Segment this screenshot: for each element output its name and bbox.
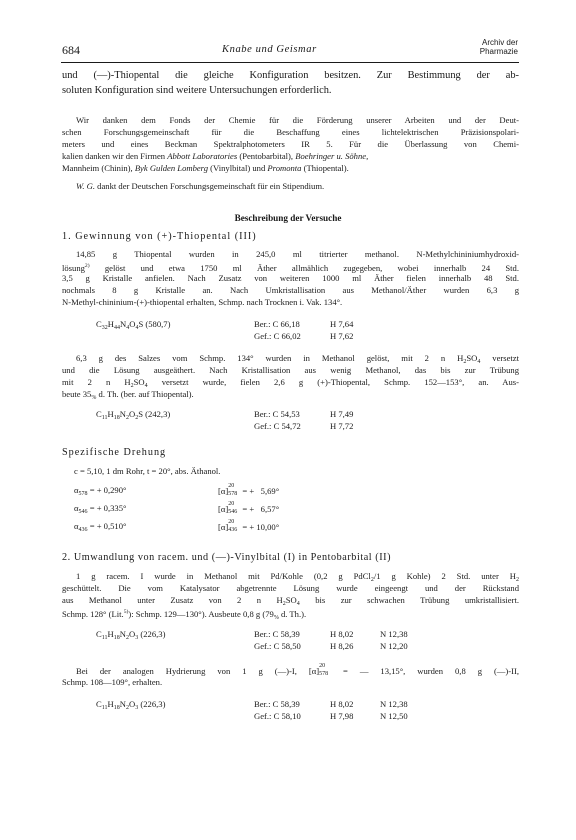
ack-line-3: meters und eines Beckman Spektralphotometers IR 5. Für die Überlassung von Chemi- [62,139,519,149]
rotation-heading: Spezifische Drehung [62,447,167,458]
atom-count: 2 [125,415,129,421]
header-rule [61,62,519,63]
atom-count: 18 [113,415,120,421]
sup-sub-stack [319,663,331,677]
alpha-symbol: [α] [218,486,229,496]
s1-line-4: nochmals 8 g Kristalle an. Nach Umkristallisation aus Methanol/Äther wurden 6,3 g [62,285,519,295]
wavelength: 546 [78,509,88,515]
s1-text: versetzt [480,353,520,363]
running-title: Knabe und Geismar [222,44,317,55]
rotation-row-436 [74,520,126,536]
element-symbol: O [129,699,136,709]
ack-line-5 [62,162,349,174]
element-symbol: H [107,629,114,639]
atom-count: 2 [125,705,129,711]
s2-gef-n: N 12,20 [380,641,408,651]
observed-rotation: = + 0,510° [87,521,127,531]
s1-ber-2-h: H 7,49 [330,409,354,419]
element-symbol: C [96,699,102,709]
rotation-row-578 [74,484,126,500]
element-symbol: O [129,409,136,419]
ack-stipend [76,180,324,192]
atom-count: 4 [477,359,481,365]
s1-gef-h: H 7,62 [330,331,354,341]
ack-firm-boehringer: Boehringer u. Söhne, [295,151,369,161]
alpha-symbol: α [74,521,79,531]
s2-text: /1 g Kohle) 2 Std. unter H [373,571,516,581]
s1-gef-2: Gef.: C 54,72 [254,421,301,431]
rotation-conditions: c = 5,10, 1 dm Rohr, t = 20°, abs. Äthanol. [74,466,221,476]
s2-gef: Gef.: C 58,50 [254,641,301,651]
s1-text: beute 35 [62,389,92,399]
s1-ber-h: H 7,64 [330,319,354,329]
element-symbol: N [119,699,126,709]
s2-ber-2-n: N 12,38 [380,699,408,709]
rotation-row-546 [74,502,126,518]
ack-firm-promonta: Promonta [267,163,302,173]
atom-count: 3 [135,635,139,641]
s1-text: 6,3 g des Salzes vom Schmp. 134° wurden in Methanol gelöst, mit 2 n H [76,353,464,363]
atom-count: 4 [296,601,300,607]
s2-text: d. Th.). [278,609,307,619]
s1-line-1: 14,85 g Thiopental wurden in 245,0 ml titrierter methanol. N-Methylchininiumhydroxid- [76,249,519,259]
s1-text: versetzt wurde, fielen 2,6 g (+)-Thiopental, Schmp. 152—153°, an. Aus- [147,377,519,387]
s1-q-line-4 [62,388,194,404]
s1-text: SO [466,353,478,363]
specific-rotation-578 [218,484,279,497]
intro-line-2: soluten Konfiguration sind weitere Untersuchungen erforderlich. [62,85,332,96]
ack-line-1: Wir danken dem Fonds der Chemie für die Förderung unserer Arbeiten und der Deut- [76,115,519,125]
atom-count: 11 [101,635,108,641]
molecular-weight: (226,3) [138,629,166,639]
s2-text: bis zur schwachen Trübung umkristallisiert. [299,595,520,605]
journal-name-line1: Archiv der [481,38,518,47]
specific-rotation-436 [218,520,279,533]
atom-count: 4 [126,325,130,331]
specific-rotation-546 [218,502,279,515]
s2-gef-2-n: N 12,50 [380,711,408,721]
ack-text: dankt der Deutschen Forschungsgemeinschaft für ein Stipendium. [95,181,325,191]
s2-formula [96,628,165,644]
atom-count: 32 [101,325,108,331]
atom-count: 4 [144,383,148,389]
element-symbol: O [129,319,136,329]
s2-text: Schmp. 128° (Lit. [62,609,124,619]
s2-line-4 [62,606,306,624]
element-symbol: O [129,629,136,639]
s1-q-line-2: und die Lösung ausgeäthert. Nach Kristallisation aus wenig Methanol, das bis zur Trübung [62,365,519,375]
atom-count: 11 [101,415,108,421]
s2-text: ): Schmp. 129—130°). Ausbeute 0,8 g (79 [128,609,274,619]
s2-text: SO [285,595,297,605]
s1-ber: Ber.: C 66,18 [254,319,300,329]
molecular-weight: (226,3) [138,699,166,709]
atom-count: 11 [101,705,108,711]
alpha-symbol: [α] [218,504,229,514]
journal-name-line2: Pharmazie [479,47,518,56]
s1-text: SO [133,377,145,387]
observed-rotation: = + 0,290° [87,485,127,495]
element-symbol: H [107,409,114,419]
s2-q-line-2: Schmp. 108—109°, erhalten. [62,677,163,687]
atom-count: 2 [130,383,134,389]
atom-count: 4 [135,325,139,331]
wavelength: 578 [319,671,329,677]
element-symbol: S [138,409,144,419]
s2-text: Bei der analogen Hydrierung von 1 g (—)-I, [α] [76,666,320,676]
temperature: 20 [228,501,235,507]
alpha-symbol: α [74,485,79,495]
sup-sub-stack [228,519,240,533]
atom-count: 2 [125,635,129,641]
ack-firm-abbott: Abbott Laboratories [167,151,238,161]
s2-ber: Ber.: C 58,39 [254,629,300,639]
ack-text: (Pentobarbital), [237,151,296,161]
atom-count: 3 [135,705,139,711]
s2-text: = — 13,15°, wurden 0,8 g (—)-II, [331,666,520,676]
s1-text: gelöst und etwa 1750 ml Äther allmählich zugegeben, wobei innerhalb 24 Std. [89,263,519,273]
atom-count: 2 [370,577,374,583]
intro-line-1: und (—)-Thiopental die gleiche Konfiguration besitzen. Zur Bestimmung der ab- [62,70,519,81]
element-symbol: S [138,319,144,329]
wavelength: 546 [228,509,238,515]
atom-count: 44 [113,325,120,331]
ack-text: (Thiopental). [301,163,349,173]
temperature: 20 [228,519,235,525]
alpha-symbol: [α] [218,522,229,532]
molecular-weight: (242,3) [143,409,171,419]
s1-line-5: N-Methyl-chininium-(+)-thiopental erhalten, Schmp. nach Trocknen i. Vak. 134°. [62,297,343,307]
element-symbol: N [119,629,126,639]
s2-ber-2-h: H 8,02 [330,699,354,709]
s1-formula [96,318,170,334]
s2-formula-2 [96,698,165,714]
wavelength: 436 [228,527,238,533]
atom-count: 2 [135,415,139,421]
element-symbol: N [119,319,127,329]
atom-count: 18 [113,635,120,641]
ack-text: (Vinylbital) und [208,163,268,173]
alpha-symbol: α [74,503,79,513]
temperature: 20 [228,483,235,489]
s2-ber-h: H 8,02 [330,629,354,639]
molecular-weight: (580,7) [143,319,171,329]
ack-line-2: schen Forschungsgemeinschaft für die Beschaffung eines lichtelektrischen Präzisionspolari- [62,127,519,137]
atom-count: 18 [113,705,120,711]
element-symbol: C [96,409,102,419]
s1-text: mit 2 n H [62,377,131,387]
s1-formula-2 [96,408,170,424]
s2-heading: 2. Umwandlung von racem. und (—)-Vinylbital (I) in Pentobarbital (II) [62,552,392,563]
sup-sub-stack [228,483,240,497]
s2-gef-2-h: H 7,98 [330,711,354,721]
s2-line-2: geschüttelt. Die vom Katalysator abgetrennte Lösung wurde eingeengt und der Rückstand [62,583,519,593]
s2-ber-2: Ber.: C 58,39 [254,699,300,709]
specific-rotation-value: = + 5,69° [240,486,280,496]
temperature: 20 [319,663,326,669]
footnote-ref: 2) [84,263,90,269]
atom-count: 2 [282,601,286,607]
element-symbol: C [96,319,102,329]
s1-ber-2: Ber.: C 54,53 [254,409,300,419]
s2-gef-h: H 8,26 [330,641,354,651]
atom-count: 2 [463,359,467,365]
s1-text: d. Th. (ber. auf Thiopental). [96,389,194,399]
ack-line-4 [62,150,519,162]
s1-heading: 1. Gewinnung von (+)-Thiopental (III) [62,231,257,242]
percent-sign: % [91,395,97,401]
s2-gef-2: Gef.: C 58,10 [254,711,301,721]
element-symbol: N [119,409,126,419]
element-symbol: H [107,699,114,709]
s1-gef-2-h: H 7,72 [330,421,354,431]
s1-line-3: 3,5 g Kristalle anfielen. Nach Zusatz von weiteren 1000 ml Äther fielen innerhalb 48 Std. [62,273,519,283]
section-title: Beschreibung der Versuche [234,213,342,223]
ack-text: Mannheim (Chinin), [62,163,135,173]
footnote-ref: 5) [123,609,129,615]
s2-text: aus Methanol unter Zusatz von 2 n H [62,595,283,605]
s1-text: lösung [62,263,85,273]
page-number: 684 [62,43,80,57]
s2-text: 1 g racem. I wurde in Methanol mit Pd/Kohle (0,2 g PdCl [76,571,371,581]
s1-gef: Gef.: C 66,02 [254,331,301,341]
element-symbol: C [96,629,102,639]
ack-initials: W. G. [76,181,96,191]
observed-rotation: = + 0,335° [87,503,127,513]
wavelength: 578 [78,491,88,497]
journal-name [466,38,518,56]
wavelength: 578 [228,491,238,497]
wavelength: 436 [78,527,88,533]
specific-rotation-value: = + 6,57° [240,504,280,514]
percent-sign: % [273,615,279,621]
element-symbol: H [107,319,114,329]
ack-firm-byk: Byk Gulden Lomberg [134,163,209,173]
s2-ber-n: N 12,38 [380,629,408,639]
specific-rotation-value: = + 10,00° [240,522,280,532]
atom-count: 2 [515,577,519,583]
sup-sub-stack [228,501,240,515]
ack-text: kalien danken wir den Firmen [62,151,168,161]
